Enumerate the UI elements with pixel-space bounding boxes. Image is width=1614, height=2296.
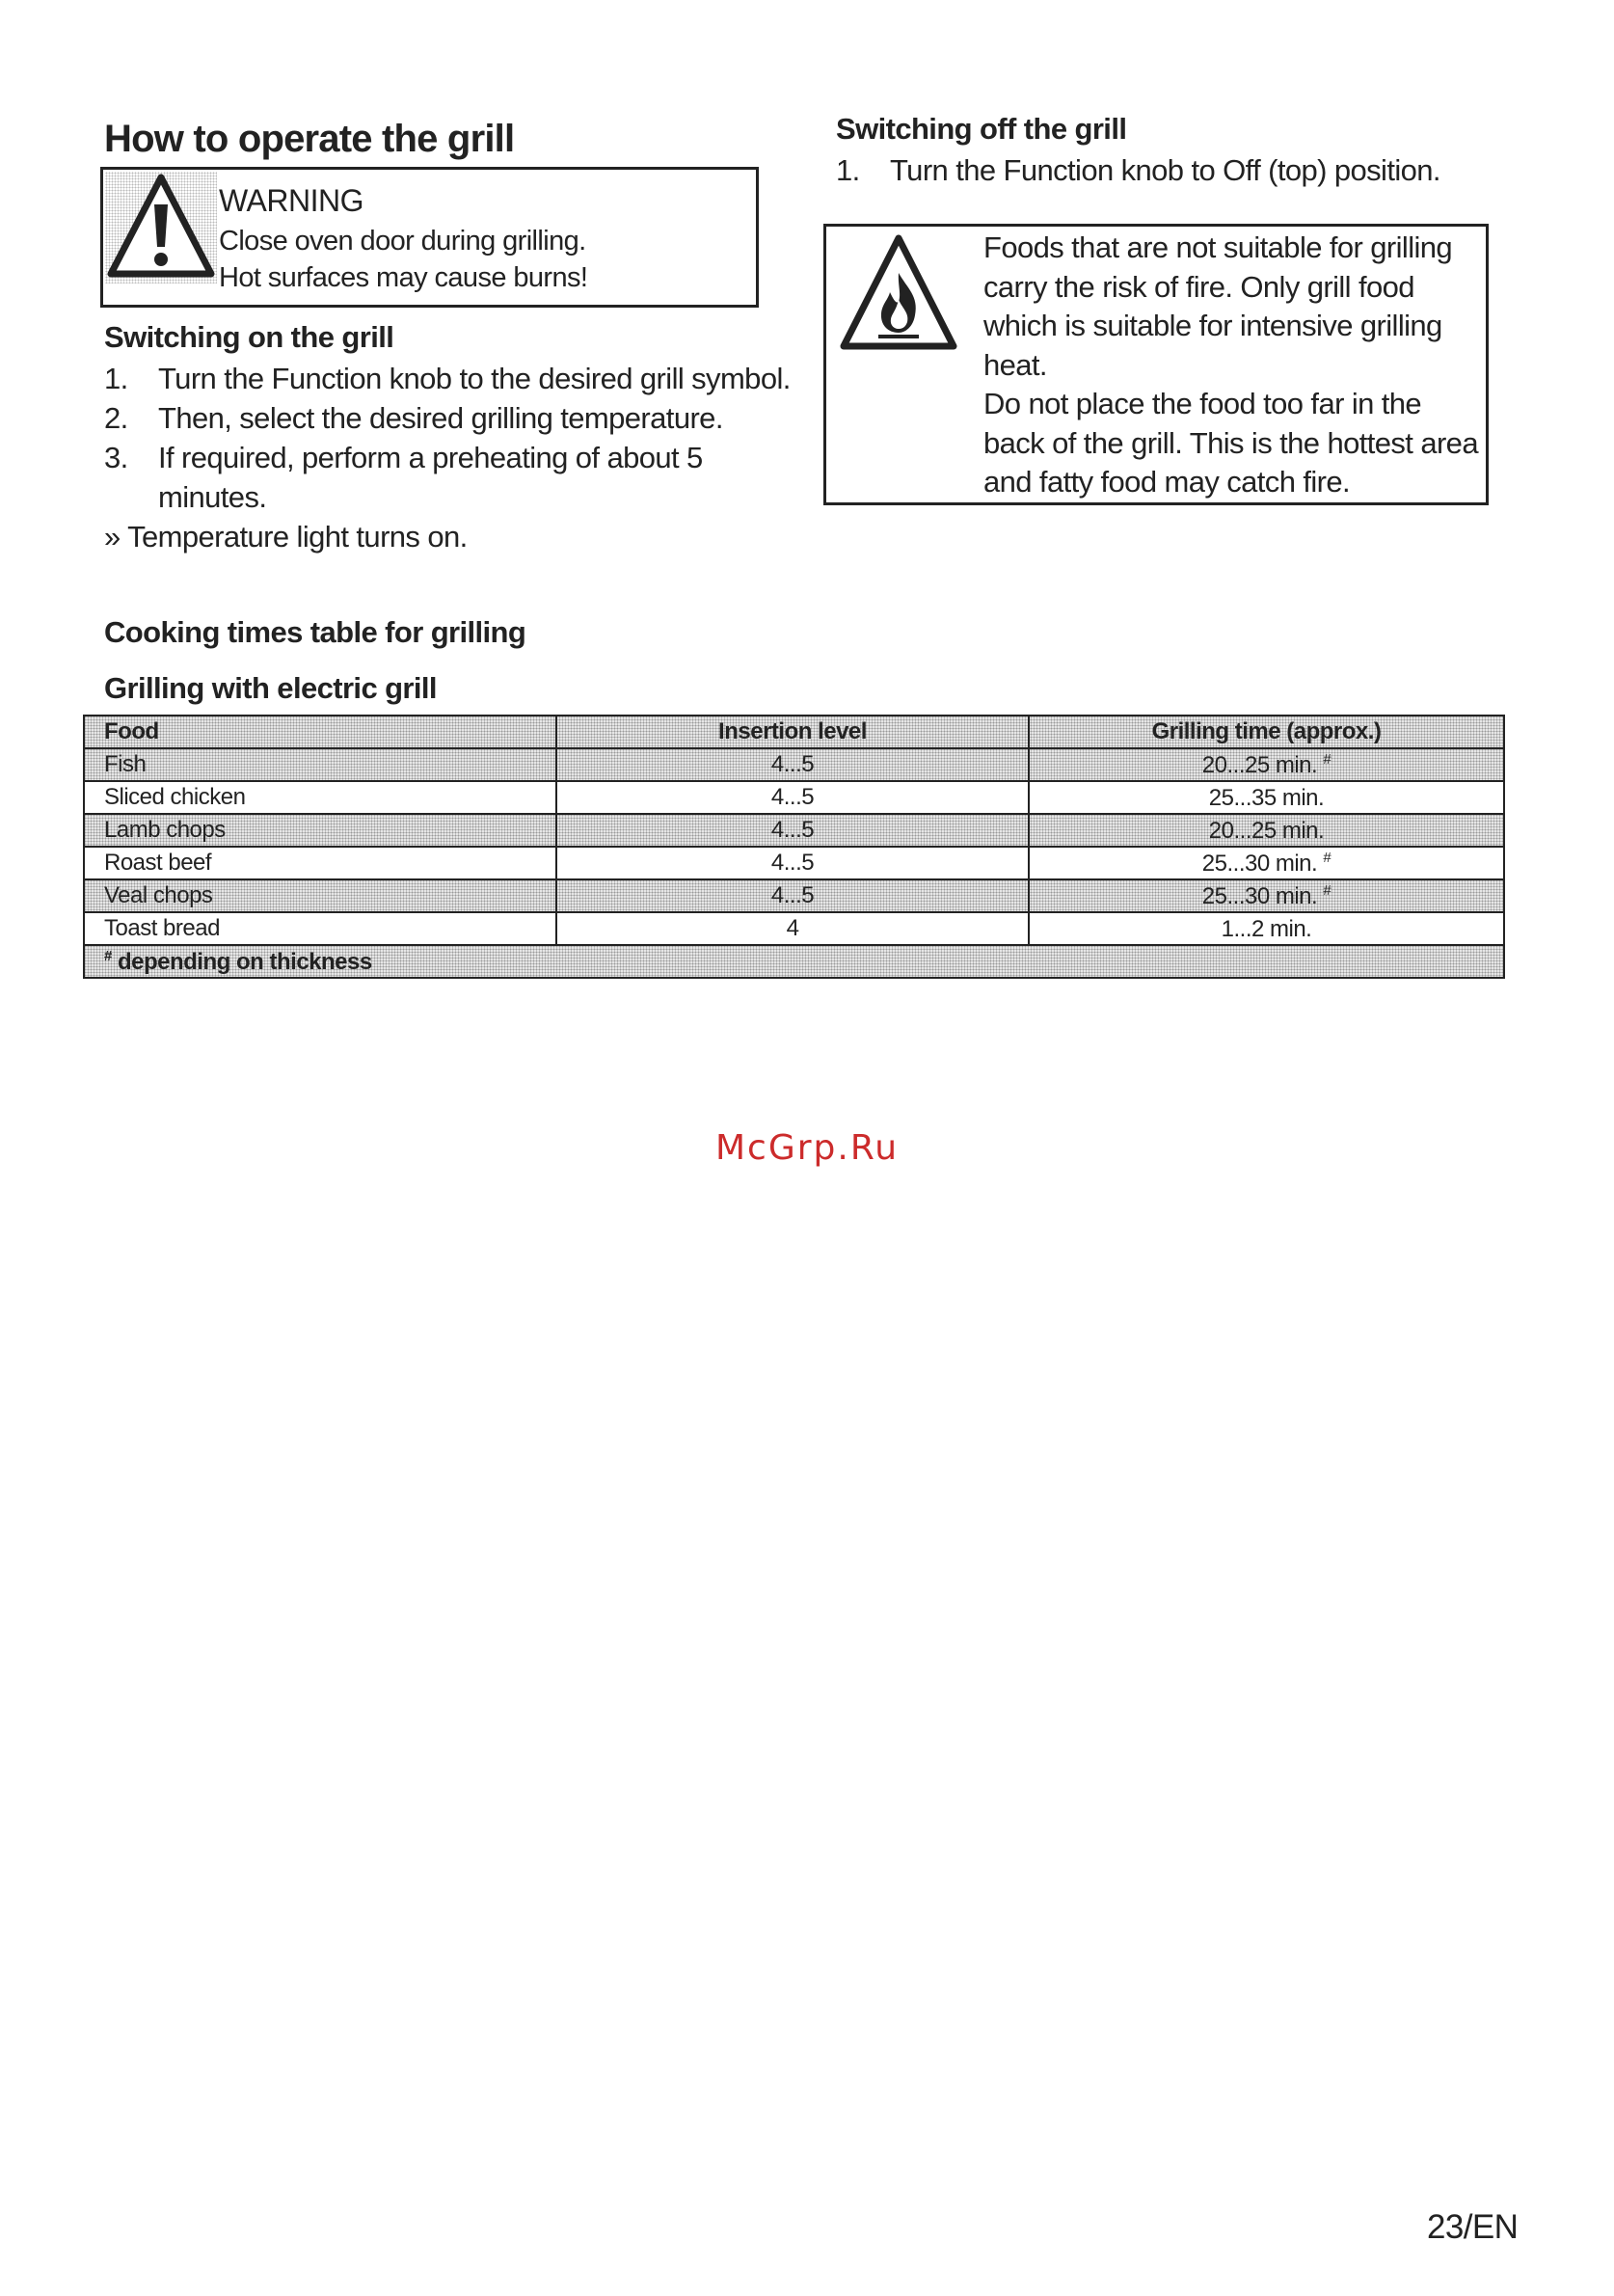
warning-line: Hot surfaces may cause burns! bbox=[219, 262, 588, 293]
table-heading: Cooking times table for grilling bbox=[104, 615, 526, 649]
fire-notice-text: Foods that are not suitable for grilling carry the risk of fire. Only grill food which is suitable for intensive grilling heat. Do not place the food too far in the back of the grill. This is the hottest area and fatty food may catch fire. bbox=[983, 230, 1478, 499]
list-item: 3. If required, perform a preheating of about 5 minutes. bbox=[104, 441, 703, 514]
warning-line: Close oven door during grilling. bbox=[219, 226, 586, 257]
table-row: Toast bread 4 1...2 min. bbox=[84, 912, 1504, 945]
page-title: How to operate the grill bbox=[104, 118, 515, 160]
column-header: Insertion level bbox=[556, 716, 1029, 748]
table-row: Sliced chicken 4...5 25...35 min. bbox=[84, 781, 1504, 814]
fire-hazard-icon bbox=[838, 232, 959, 361]
table-header-row bbox=[84, 716, 1504, 748]
watermark: McGrp.Ru bbox=[714, 1128, 900, 1168]
table-row: Lamb chops 4...5 20...25 min. bbox=[84, 814, 1504, 847]
warning-box bbox=[100, 167, 759, 308]
fire-notice-box bbox=[823, 224, 1489, 505]
switch-off-steps bbox=[836, 150, 1511, 190]
list-item: 1. Turn the Function knob to the desired grill symbol. bbox=[104, 362, 791, 395]
switch-off-heading: Switching off the grill bbox=[836, 112, 1127, 146]
result-text: » Temperature light turns on. bbox=[104, 520, 468, 554]
table-subheading: Grilling with electric grill bbox=[104, 671, 437, 705]
table-row: Veal chops 4...5 25...30 min. # bbox=[84, 879, 1504, 912]
list-item: 1. Turn the Function knob to Off (top) position. bbox=[836, 153, 1440, 187]
switch-on-steps bbox=[104, 359, 798, 517]
warning-triangle-icon bbox=[105, 172, 217, 284]
column-header: Food bbox=[84, 716, 556, 748]
cooking-times-table bbox=[83, 715, 1505, 979]
table-row: Fish 4...5 20...25 min. # bbox=[84, 748, 1504, 781]
warning-title: WARNING bbox=[219, 183, 363, 218]
table-row: Roast beef 4...5 25...30 min. # bbox=[84, 847, 1504, 879]
list-item: 2. Then, select the desired grilling temperature. bbox=[104, 401, 723, 435]
table-footnote-row: # depending on thickness bbox=[84, 945, 1504, 978]
switch-on-heading: Switching on the grill bbox=[104, 320, 394, 354]
page-number: 23/EN bbox=[1427, 2208, 1519, 2246]
column-header: Grilling time (approx.) bbox=[1029, 716, 1504, 748]
